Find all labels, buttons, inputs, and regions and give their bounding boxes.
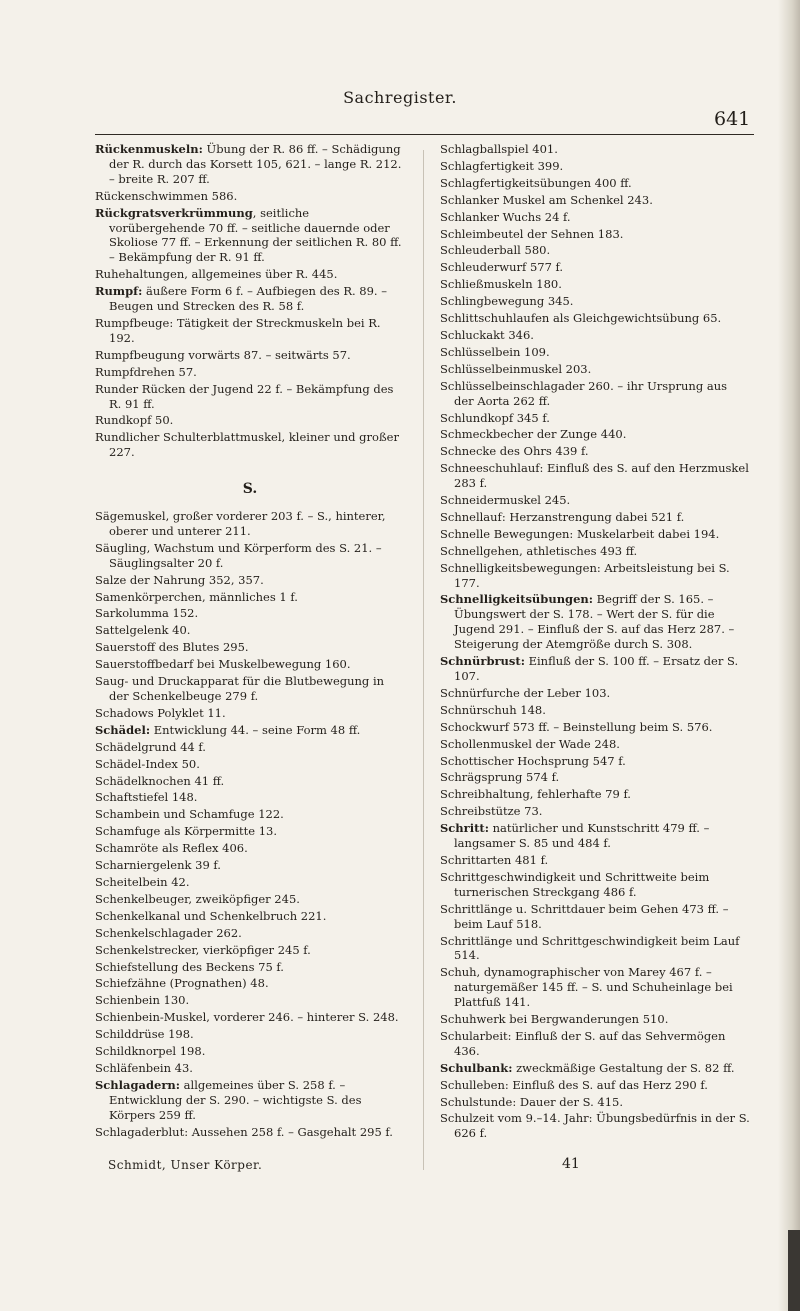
index-entry [95, 824, 405, 839]
entry-text: Schiefzähne (Prognathen) 48. [95, 976, 269, 991]
entry-text: Schluckakt 346. [440, 327, 534, 342]
index-entry [95, 413, 405, 428]
index-entry [95, 674, 405, 704]
index-entry [95, 858, 405, 873]
entry-keyword: Schlagadern: [95, 1077, 181, 1092]
entry-text: Einfluß der S. 100 ff. – Ersatz der S. 107. [454, 654, 739, 683]
index-entry [95, 993, 405, 1008]
index-entry [95, 790, 405, 805]
entry-text: Schläfenbein 43. [95, 1060, 193, 1075]
entry-text: Rückenschwimmen 586. [95, 188, 238, 203]
index-entry [95, 1027, 405, 1042]
index-entry [440, 821, 750, 851]
index-entry [440, 686, 750, 701]
entry-text: Schlingbewegung 345. [440, 294, 574, 309]
index-entry [440, 210, 750, 225]
index-column-right [440, 142, 750, 1143]
entry-text: Sägemuskel, großer vorderer 203 f. – S., hinterer, oberer und unterer 211. [95, 509, 386, 538]
entry-text: Schlanker Muskel am Schenkel 243. [440, 192, 653, 207]
entry-text: Schamfuge als Körpermitte 13. [95, 824, 278, 839]
entry-text: Schleimbeutel der Sehnen 183. [440, 226, 624, 241]
index-entry [440, 1012, 750, 1027]
entry-keyword: Rückenmuskeln: [95, 142, 203, 156]
entry-text: Schädel-Index 50. [95, 756, 200, 771]
index-entry [95, 841, 405, 856]
entry-text: Rumpfdrehen 57. [95, 364, 197, 379]
section-letter: S. [242, 481, 258, 498]
entry-text: Schienbein-Muskel, vorderer 246. – hinterer S. 248. [95, 1010, 399, 1025]
entry-text: Schuh, dynamographischer von Marey 467 f. – naturgemäßer 145 ff. – S. und Schuheinlage bei Plattfuß 141. [440, 965, 733, 1010]
entry-text: Entwicklung 44. – seine Form 48 ff. [150, 722, 361, 737]
entry-text: Schenkelbeuger, zweiköpfiger 245. [95, 891, 300, 906]
entry-text: Schenkelstrecker, vierköpfiger 245 f. [95, 942, 311, 957]
index-entry [440, 227, 750, 242]
index-entry [95, 382, 405, 412]
entry-text: Schnecke des Ohrs 439 f. [440, 444, 589, 459]
index-entry [95, 774, 405, 789]
entry-text: Schenkelkanal und Schenkelbruch 221. [95, 908, 327, 923]
index-entry [440, 1029, 750, 1059]
entry-text: Schnelle Bewegungen: Muskelarbeit dabei 194. [440, 526, 720, 541]
entry-text: Schlagfertigkeit 399. [440, 158, 564, 173]
entry-keyword: Rumpf: [95, 284, 143, 299]
entry-text: allgemeines über S. 258 f. – Entwicklung der S. 290. – wichtigste S. des Körpers 259 ff. [109, 1077, 362, 1122]
entry-keyword: Schädel: [95, 722, 151, 737]
entry-text: Schädelknochen 41 ff. [95, 773, 225, 788]
signature-mark: 41 [562, 1156, 580, 1172]
index-entry [440, 1111, 750, 1141]
entry-text: Schulstunde: Dauer der S. 415. [440, 1094, 623, 1109]
index-entry [95, 509, 405, 539]
entry-text: Schreibhaltung, fehlerhafte 79 f. [440, 787, 631, 802]
index-entry [95, 723, 405, 738]
index-entry [440, 527, 750, 542]
index-entry [440, 804, 750, 819]
entry-text: Sauerstoff des Blutes 295. [95, 640, 249, 655]
entry-text: Sauerstoffbedarf bei Muskelbewegung 160. [95, 657, 351, 672]
index-entry [440, 493, 750, 508]
index-entry [95, 926, 405, 941]
index-entry [440, 737, 750, 752]
entry-text: Schockwurf 573 ff. – Beinstellung beim S. 576. [440, 719, 713, 734]
index-column-left [95, 142, 405, 1141]
index-entry [95, 348, 405, 363]
page-edge-shadow [778, 0, 800, 1311]
entry-text: Schreibstütze 73. [440, 804, 543, 819]
index-entry [440, 362, 750, 377]
entry-text: Übung der R. 86 ff. – Schädigung der R. durch das Korsett 105, 621. – lange R. 212. – breite R. 207 ff. [109, 142, 402, 186]
index-entry [440, 754, 750, 769]
index-entry [440, 277, 750, 292]
entry-keyword: Schulbank: [440, 1060, 513, 1075]
entry-text: zweckmäßige Gestaltung der S. 82 ff. [512, 1060, 735, 1075]
entry-text: Schienbein 130. [95, 993, 190, 1008]
entry-text: Schnellgehen, athletisches 493 ff. [440, 543, 638, 558]
entry-text: Schollenmuskel der Wade 248. [440, 736, 620, 751]
entry-text: Schiefstellung des Beckens 75 f. [95, 959, 284, 974]
entry-text: Schrittgeschwindigkeit und Schrittweite beim turnerischen Streckgang 486 f. [440, 869, 710, 899]
index-entry [440, 720, 750, 735]
entry-text: Scharniergelenk 39 f. [95, 858, 221, 873]
entry-text: Salze der Nahrung 352, 357. [95, 572, 264, 587]
entry-text: Schildknorpel 198. [95, 1044, 206, 1059]
entry-text: Schulzeit vom 9.–14. Jahr: Übungsbedürfnis in der S. 626 f. [440, 1111, 750, 1141]
index-entry [95, 757, 405, 772]
running-title: Sachregister. [343, 88, 457, 107]
index-entry [95, 316, 405, 346]
index-entry [95, 1044, 405, 1059]
entry-text: Schamröte als Reflex 406. [95, 841, 248, 856]
index-entry [440, 427, 750, 442]
index-entry [440, 1061, 750, 1076]
entry-text: Begriff der S. 165. – Übungswert der S. 178. – Wert der S. für die Jugend 291. – Einfluß der S. auf das Herz 287. – Steigerung der Atemgröße durch S. 308. [454, 592, 735, 652]
entry-text: Schrittarten 481 f. [440, 852, 549, 867]
entry-text: Schlanker Wuchs 24 f. [440, 209, 571, 224]
entry-text: Schlüsselbeinschlagader 260. – ihr Ursprung aus der Aorta 262 ff. [440, 378, 728, 408]
index-entry [95, 740, 405, 755]
index-entry [95, 606, 405, 621]
index-entry [440, 328, 750, 343]
entry-text: Schlagballspiel 401. [440, 142, 558, 156]
entry-text: Sarkolumma 152. [95, 606, 199, 621]
index-entry [440, 1095, 750, 1110]
entry-text: Rundlicher Schulterblattmuskel, kleiner und großer 227. [95, 430, 399, 460]
entry-text: Rumpfbeugung vorwärts 87. – seitwärts 57. [95, 347, 351, 362]
entry-text: Saug- und Druckapparat für die Blutbewegung in der Schenkelbeuge 279 f. [95, 674, 385, 703]
index-entry [95, 430, 405, 460]
index-entry [95, 267, 405, 282]
index-entry [95, 1061, 405, 1076]
entry-text: Schneeschuhlauf: Einfluß des S. auf den Herzmuskel 283 f. [440, 461, 749, 491]
index-entry [440, 770, 750, 785]
entry-text: Schließmuskeln 180. [440, 277, 562, 292]
index-entry [440, 561, 750, 591]
index-entry [95, 623, 405, 638]
index-entry [440, 345, 750, 360]
entry-text: Schnelligkeitsbewegungen: Arbeitsleistung bei S. 177. [440, 560, 730, 590]
entry-text: Schrittlänge und Schrittgeschwindigkeit beim Lauf 514. [440, 933, 740, 963]
header-rule [95, 134, 754, 135]
entry-text: Schularbeit: Einfluß der S. auf das Sehvermögen 436. [440, 1028, 726, 1058]
index-entry [95, 976, 405, 991]
entry-keyword: Schritt: [440, 821, 489, 836]
entry-text: Schädelgrund 44 f. [95, 739, 206, 754]
index-entry [95, 960, 405, 975]
index-entry [95, 142, 405, 187]
entry-text: Schuhwerk bei Bergwanderungen 510. [440, 1012, 669, 1027]
entry-text: , seitliche vorübergehende 70 ff. – seitliche dauernde oder Skoliose 77 ff. – Erkennung der seitlichen R. 80 ff. – Bekämpfung der R. 91 ff. [109, 205, 402, 265]
index-entry [440, 444, 750, 459]
entry-text: Schrägsprung 574 f. [440, 770, 560, 785]
index-entry [440, 965, 750, 1010]
entry-text: Schlittschuhlaufen als Gleichgewichtsübung 65. [440, 311, 722, 326]
entry-text: Sattelgelenk 40. [95, 623, 191, 638]
index-entry [95, 1125, 405, 1140]
footer-author: Schmidt, Unser Körper. [108, 1158, 263, 1172]
entry-keyword: Rückgratsverkrümmung [95, 205, 253, 220]
index-entry [440, 703, 750, 718]
index-entry [95, 189, 405, 204]
column-divider [423, 150, 424, 1170]
index-entry [95, 541, 405, 571]
index-entry [440, 461, 750, 491]
index-entry [440, 902, 750, 932]
index-entry [95, 892, 405, 907]
index-entry [440, 934, 750, 964]
index-entry [440, 243, 750, 258]
index-entry [95, 909, 405, 924]
index-entry [95, 640, 405, 655]
entry-text: Schaftstiefel 148. [95, 790, 198, 805]
index-entry [440, 654, 750, 684]
index-entry [440, 311, 750, 326]
entry-text: Schneidermuskel 245. [440, 493, 571, 508]
index-entry [95, 573, 405, 588]
index-entry [440, 379, 750, 409]
index-entry [440, 294, 750, 309]
entry-text: Schlundkopf 345 f. [440, 410, 550, 425]
entry-text: Schnürfurche der Leber 103. [440, 685, 611, 700]
index-entry [440, 159, 750, 174]
entry-text: Scheitelbein 42. [95, 874, 190, 889]
page-number: 641 [714, 108, 751, 130]
entry-text: Schlüsselbeinmuskel 203. [440, 361, 592, 376]
index-entry [440, 510, 750, 525]
entry-keyword: Schnürbrust: [440, 654, 525, 669]
entry-text: natürlicher und Kunstschritt 479 ff. – langsamer S. 85 und 484 f. [454, 821, 710, 851]
entry-text: Schlagaderblut: Aussehen 258 f. – Gasgehalt 295 f. [95, 1124, 393, 1139]
entry-text: Schleuderball 580. [440, 243, 551, 258]
index-entry [440, 142, 750, 157]
entry-text: Schlagfertigkeitsübungen 400 ff. [440, 175, 632, 190]
index-entry [95, 206, 405, 266]
entry-text: Schnürschuh 148. [440, 702, 546, 717]
index-entry [95, 657, 405, 672]
entry-text: äußere Form 6 f. – Aufbiegen des R. 89. – Beugen und Strecken des R. 58 f. [109, 284, 387, 314]
entry-keyword: Schnelligkeitsübungen: [440, 592, 594, 607]
entry-text: Schlüsselbein 109. [440, 344, 550, 359]
index-entry [95, 1078, 405, 1123]
index-entry [440, 853, 750, 868]
page-edge-dark [788, 1230, 800, 1311]
entry-text: Schilddrüse 198. [95, 1027, 194, 1042]
index-entry [95, 284, 405, 314]
entry-text: Schottischer Hochsprung 547 f. [440, 753, 626, 768]
entry-text: Schmeckbecher der Zunge 440. [440, 427, 627, 442]
index-entry [440, 544, 750, 559]
index-entry [95, 706, 405, 721]
index-entry [440, 787, 750, 802]
index-entry [440, 176, 750, 191]
index-entry [440, 592, 750, 652]
entry-text: Schnellauf: Herzanstrengung dabei 521 f. [440, 509, 685, 524]
entry-text: Schambein und Schamfuge 122. [95, 807, 284, 822]
index-entry [95, 943, 405, 958]
index-entry [440, 193, 750, 208]
entry-text: Schrittlänge u. Schrittdauer beim Gehen 473 ff. – beim Lauf 518. [440, 901, 729, 931]
index-entry [95, 807, 405, 822]
index-entry [440, 260, 750, 275]
index-entry [95, 590, 405, 605]
entry-text: Ruhehaltungen, allgemeines über R. 445. [95, 267, 338, 282]
entry-text: Schenkelschlagader 262. [95, 925, 242, 940]
entry-text: Rumpfbeuge: Tätigkeit der Streckmuskeln bei R. 192. [95, 315, 381, 345]
index-entry [95, 875, 405, 890]
entry-text: Schadows Polyklet 11. [95, 705, 226, 720]
index-entry [95, 1010, 405, 1025]
entry-text: Samenkörperchen, männliches 1 f. [95, 589, 298, 604]
index-entry [95, 365, 405, 380]
entry-text: Runder Rücken der Jugend 22 f. – Bekämpfung des R. 91 ff. [95, 381, 394, 411]
index-entry [440, 1078, 750, 1093]
entry-text: Schulleben: Einfluß des S. auf das Herz 290 f. [440, 1077, 708, 1092]
index-entry [440, 870, 750, 900]
entry-text: Säugling, Wachstum und Körperform des S. 21. – Säuglingsalter 20 f. [95, 540, 382, 570]
index-entry [440, 411, 750, 426]
entry-text: Schleuderwurf 577 f. [440, 260, 564, 275]
entry-text: Rundkopf 50. [95, 413, 174, 428]
